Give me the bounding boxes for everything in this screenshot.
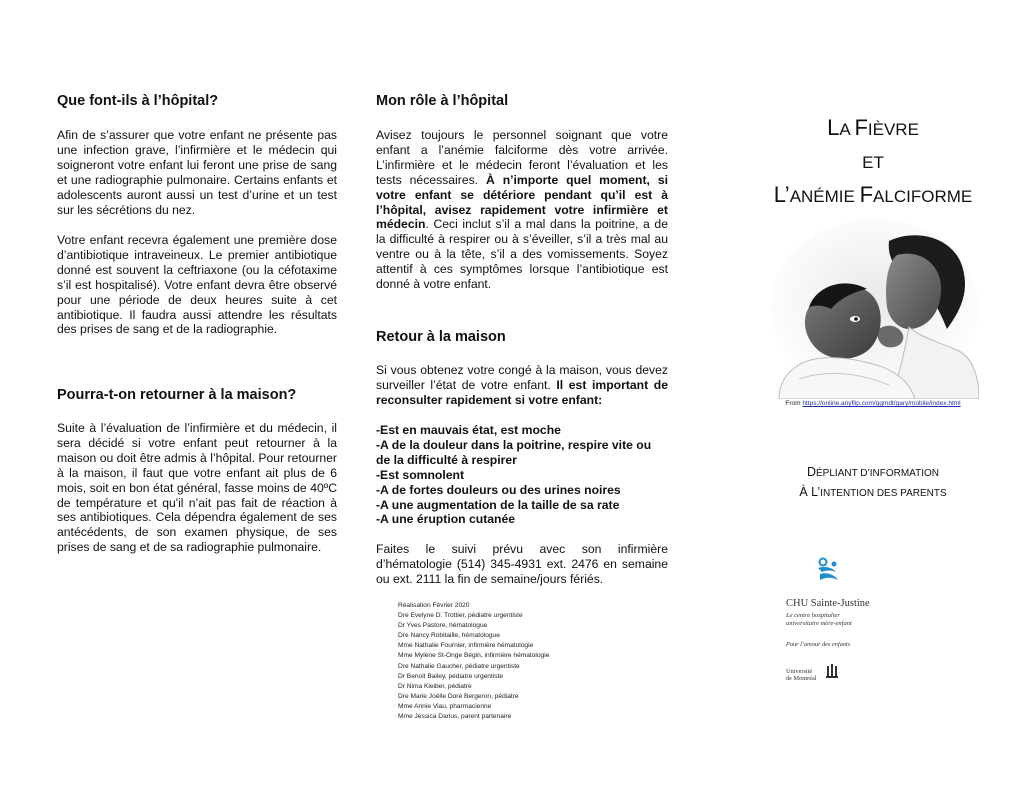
section-title-return-home: Pourra-t-on retourner à la maison? <box>57 387 297 403</box>
logo-tagline: Pour l’amour des enfants <box>786 641 851 648</box>
credit-line: Mme Jessica Darius, parent partenaire <box>398 713 512 721</box>
list-item: -Est en mauvais état, est moche <box>376 423 561 437</box>
paragraph-followup: Faites le suivi prévu avec son infirmière d’hématologie (514) 345-4931 ext. 2476 en semaine ou ext. 2111 la fin de semaine/jours fériés. <box>376 542 668 586</box>
paragraph-tests: Afin de s’assurer que votre enfant ne présente pas une infection grave, l’infirmière et le médecin qui soigneront votre enfant lui feront une prise de sang et une radiographie pulmonaire. Certains enfants et adolescents auront aussi un test d’urine et un test sur les sécrétions du nez. <box>57 128 337 217</box>
list-item: -A une augmentation de la taille de sa rate <box>376 497 620 512</box>
warning-signs-list <box>376 423 668 527</box>
credit-line: Dr Yves Pastore, hématologue <box>398 622 488 630</box>
credit-line: Dre Evelyne D. Trottier, pédiatre urgentiste <box>398 612 523 620</box>
logo-subtitle-2: universitaire mère-enfant <box>786 620 852 627</box>
title-line-2: ET <box>862 153 884 172</box>
source-link[interactable]: https://online.anyflip.com/qgmdt/gary/mobile/index.html <box>802 400 961 407</box>
section-title-home: Retour à la maison <box>376 329 506 345</box>
credit-line: Dre Nathalie Gaucher, pédiatre urgentiste <box>398 662 520 670</box>
section-title-at-hospital: Que font-ils à l’hôpital? <box>57 93 219 109</box>
chu-mother-child-icon <box>814 556 842 584</box>
image-source <box>728 400 1018 407</box>
chu-sainte-justine-logo <box>786 556 936 696</box>
credit-line: Dr Nima Kleiber, pédiatre <box>398 682 472 690</box>
document-title <box>728 112 1018 214</box>
credit-line: Mme Nathalie Fournier, infirmière hématologie <box>398 642 534 650</box>
source-prefix: From <box>785 400 803 407</box>
mother-child-illustration <box>769 219 979 399</box>
list-item: -A de la douleur dans la poitrine, respire vite ou de la difficulté à respirer <box>376 437 652 467</box>
credit-line: Réalisation Février 2020 <box>398 602 470 609</box>
credits-list <box>398 601 549 722</box>
paragraph-antibiotic: Votre enfant recevra également une première dose d’antibiotique intraveineux. Le premier antibiotique donné est souvent la ceftriaxone (ou la céfotaxime s’il est hospitalisé). Votre enfant devra être observé pour une période de deux heures suite à cet antibiotique. Il faudra aussi attendre les résultats des prises de sang et de la radiographie. <box>57 233 337 337</box>
leaflet-line-1: DÉPLIANT D’INFORMATION <box>806 465 939 479</box>
list-item: -A de fortes douleurs ou des urines noires <box>376 482 621 497</box>
credit-line: Dr Benoit Bailey, pédiatre urgentiste <box>398 672 504 680</box>
udem-name-1: Université <box>786 668 813 675</box>
udem-emblem-icon <box>826 664 838 678</box>
paragraph-home <box>376 363 668 408</box>
home-text-start: Si vous obtenez votre congé à la maison, vous devez surveiller l’état de votre enfant. <box>376 363 668 392</box>
list-item: -Est somnolent <box>376 467 465 482</box>
credit-line: Dre Nancy Robitaille, hématologue <box>398 632 500 640</box>
paragraph-discharge: Suite à l’évaluation de l’infirmière et du médecin, il sera décidé si votre enfant peut retourner à la maison ou doit être admis à l’hôpital. Pour retourner à la maison, il faut que votre enfant ait plus de 6 mois, soit en bon état général, fasse moins de 40ºC de température et qu'il n’ait pas fait de réaction à ses antibiotiques. Cela dépendra également de ses antécédents, de son examen physique, de ses prises de sang et de sa radiographie pulmonaire. <box>57 421 337 555</box>
udem-name-2: de Montréal <box>786 675 817 682</box>
home-warning: Il est important de reconsulter rapidement si votre enfant: <box>376 377 668 407</box>
section-title-my-role: Mon rôle à l’hôpital <box>376 93 509 109</box>
logo-name: CHU Sainte-Justine <box>786 598 870 609</box>
title-line-3: L’ANÉMIE FALCIFORME <box>773 182 973 207</box>
logo-subtitle-1: Le centre hospitalier <box>786 612 840 619</box>
title-line-1: LA FIÈVRE <box>827 115 919 140</box>
credit-line: Mme Annie Viau, pharmacienne <box>398 702 492 710</box>
leaflet-subtitle <box>728 463 1018 503</box>
my-role-text-start: Avisez toujours le personnel soignant que votre enfant a l’anémie falciforme dès votre arrivée. L’infirmière et le médecin feront l’évaluation et les tests nécessaires. <box>376 128 668 187</box>
my-role-text-end: . Ceci inclut s’il a mal dans la poitrine, a de la difficulté à respirer ou à s’éveiller, s’il a très mal au ventre ou à la tête, s’il a des vomissements. Soyez attentif à ces symptômes lorsque l’antibiotique est donné à votre enfant. <box>376 217 668 292</box>
list-item: -A une éruption cutanée <box>376 512 516 527</box>
paragraph-my-role <box>376 128 668 292</box>
credit-line: Mme Mylène St-Onge Bégin, infirmière hématologie <box>398 652 550 660</box>
credit-line: Dre Marie Joëlle Doré Bergeron, pédiatre <box>398 692 519 700</box>
leaflet-line-2: À L’INTENTION DES PARENTS <box>799 485 947 499</box>
my-role-warning: À n’importe quel moment, si votre enfant se détériore pendant qu’il est à l’hôpital, avisez rapidement votre infirmière et médecin <box>376 172 668 232</box>
